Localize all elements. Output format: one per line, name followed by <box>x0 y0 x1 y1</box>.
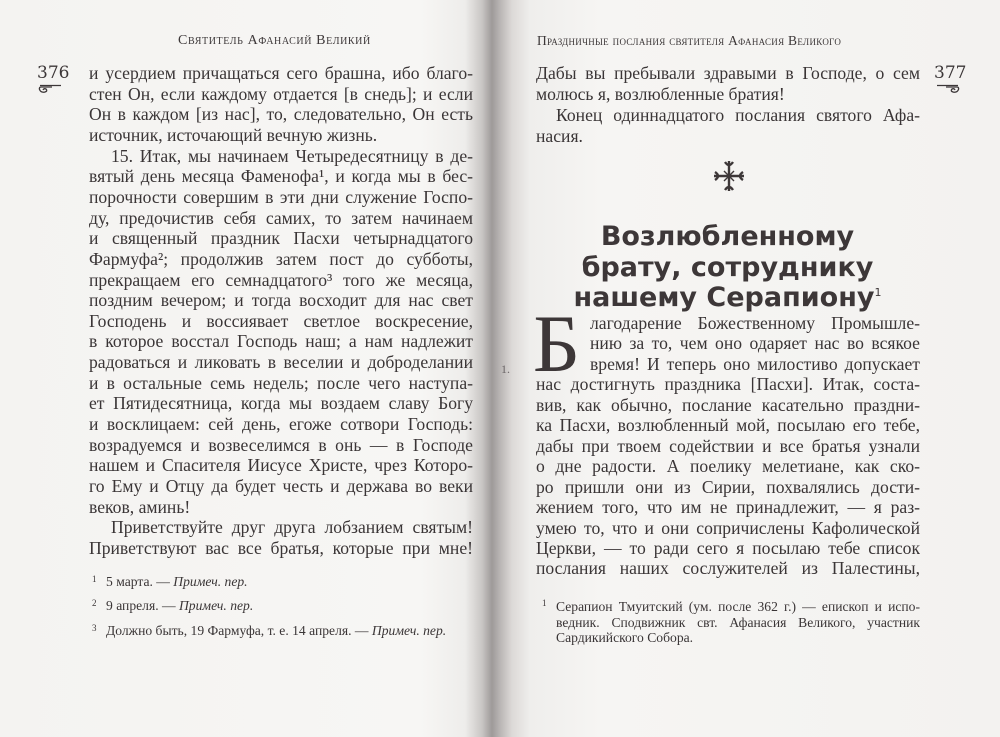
text-line: о дне радости. А поелику мелетиане, как ско- <box>536 456 920 477</box>
text-line: стен Он, если каждому отдается [в снедь]; и если <box>89 83 473 104</box>
footnote-line: Серапион Тмуитский (ум. после 362 г.) — епископ и испо- <box>556 599 920 614</box>
text-line: и в остальные семь недель; после чего наступа- <box>89 372 473 393</box>
text-line: вив, как обычно, послание касательно праздни- <box>536 394 920 415</box>
cross-ornament-icon <box>710 158 748 194</box>
page-number-left: 376 <box>37 63 70 83</box>
text-line: время! И теперь оно милостиво допускает <box>590 353 920 374</box>
running-head-right: Праздничные послания святителя Афанасия Великого <box>537 33 842 48</box>
text-line: го Ему и Отцу да будет честь и держава во веки <box>89 476 473 496</box>
text-line: порочности совершим в эти дни служение Госпо- <box>89 186 473 207</box>
footnote <box>106 574 248 590</box>
text-line: радоваться и ликовать в веселии и доброделании <box>89 352 473 373</box>
page-ornament-icon <box>38 84 62 94</box>
text-line: нию за то, чем оно одаряет нас во всякое <box>590 333 920 354</box>
section-title-line: Возлюбленному <box>600 221 855 252</box>
footnote-mark[interactable]: 1 <box>542 598 547 608</box>
text-line: ет Пятидесятница, когда мы воздаем славу Богу <box>89 393 473 414</box>
text-line: нас достигнуть праздника [Пасхи]. Итак, соста- <box>536 374 920 395</box>
text-line: ду, предочистив себя самих, то затем начинаем <box>89 207 473 228</box>
running-head-left: Святитель Афанасий Великий <box>178 33 371 48</box>
footnote-attribution: Примеч. пер. <box>371 623 447 638</box>
section-number-marker: 1. <box>501 362 510 376</box>
text-line: насия. <box>536 126 583 146</box>
text-line: ро пришли они из Сирии, похвалялись дости- <box>536 476 920 497</box>
footnote <box>106 598 253 614</box>
text-line: Господень и воссиявает светлое воскресение, <box>89 310 473 331</box>
text-line: жением того, что им не принадлежит, — я раз- <box>536 497 920 518</box>
drop-cap: Б <box>533 298 581 389</box>
text-line: нашем и Спасителя Иисусе Христе, чрез Которо- <box>89 455 473 476</box>
text-line: возрадуемся и возвеселимся в онь — в Господе <box>89 434 473 455</box>
text-line: вятый день месяца Фаменофа¹, и когда мы в бес- <box>89 166 473 187</box>
text-line: Приветствуйте друг друга лобзанием святым! <box>111 517 473 538</box>
footnote-text: 5 марта. — <box>106 574 174 589</box>
text-line: Дабы вы пребывали здравыми в Господе, о сем <box>536 63 920 83</box>
text-line: прекращаем его семнадцатого³ того же месяца, <box>89 269 473 290</box>
text-line: умею то, что и они сопричислены Кафолической <box>536 517 920 538</box>
section-title-line <box>535 283 920 312</box>
text-line: послания наших сослужителей из Палестины, <box>536 558 920 579</box>
text-line: дабы при твоем содействии и все братья узнали <box>536 435 920 456</box>
text-line: Приветствуют вас все братья, которые при мне! <box>89 537 473 558</box>
footnote-mark[interactable]: 2 <box>92 598 97 608</box>
text-line: Фармуфа²; продолжив затем пост до субботы, <box>89 248 473 269</box>
text-line: в которое восстал Господь наш; а нам надлежит <box>89 331 473 352</box>
footnote-attribution: Примеч. пер. <box>178 598 254 613</box>
text-line: веков, аминь! <box>89 496 191 517</box>
text-line: молюсь я, возлюбленные братия! <box>536 84 785 104</box>
text-line: 15. Итак, мы начинаем Четыредесятницу в де- <box>111 145 473 166</box>
text-line: Конец одиннадцатого послания святого Афа- <box>556 105 920 125</box>
footnote-mark[interactable]: 1 <box>92 574 97 584</box>
text-line: и священный праздник Пасхи четырнадцатого <box>89 228 473 249</box>
footnote-text: 9 апреля. — <box>106 598 179 613</box>
text-line: и усердием причащаться сего брашна, ибо благо- <box>89 63 473 83</box>
title-text: нашему Серапиону <box>573 282 875 313</box>
footnote-attribution: Примеч. пер. <box>173 574 248 589</box>
text-line: ка Пасхи, возлюбленный мой, посылаю его тебе, <box>536 415 920 436</box>
section-title-line: брату, сотруднику <box>581 252 874 283</box>
text-line: поздним вечером; и тогда восходит для нас свет <box>89 290 473 311</box>
text-line: лагодарение Божественному Промышле- <box>590 313 920 333</box>
footnote-line: Сардикийского Собора. <box>556 630 694 645</box>
title-footnote-mark[interactable]: 1 <box>874 286 882 299</box>
footnote-mark[interactable]: 3 <box>92 623 97 633</box>
text-line: Он в каждом [из нас], то, следовательно, Он есть <box>89 104 473 125</box>
footnote-line: ведник. Сподвижник свт. Афанасия Великого, участник <box>556 614 920 630</box>
text-line: источник, источающий вечную жизнь. <box>89 124 378 145</box>
footnote <box>106 623 446 639</box>
page-number-right: 377 <box>934 63 967 83</box>
text-line: Церкви, — то ради сего я посылаю тебе список <box>536 537 920 558</box>
text-line: и восклицаем: сей день, егоже сотвори Господь: <box>89 414 473 435</box>
footnote-text: Должно быть, 19 Фармуфа, т. е. 14 апреля. — <box>106 623 372 638</box>
page-ornament-icon <box>936 84 960 94</box>
